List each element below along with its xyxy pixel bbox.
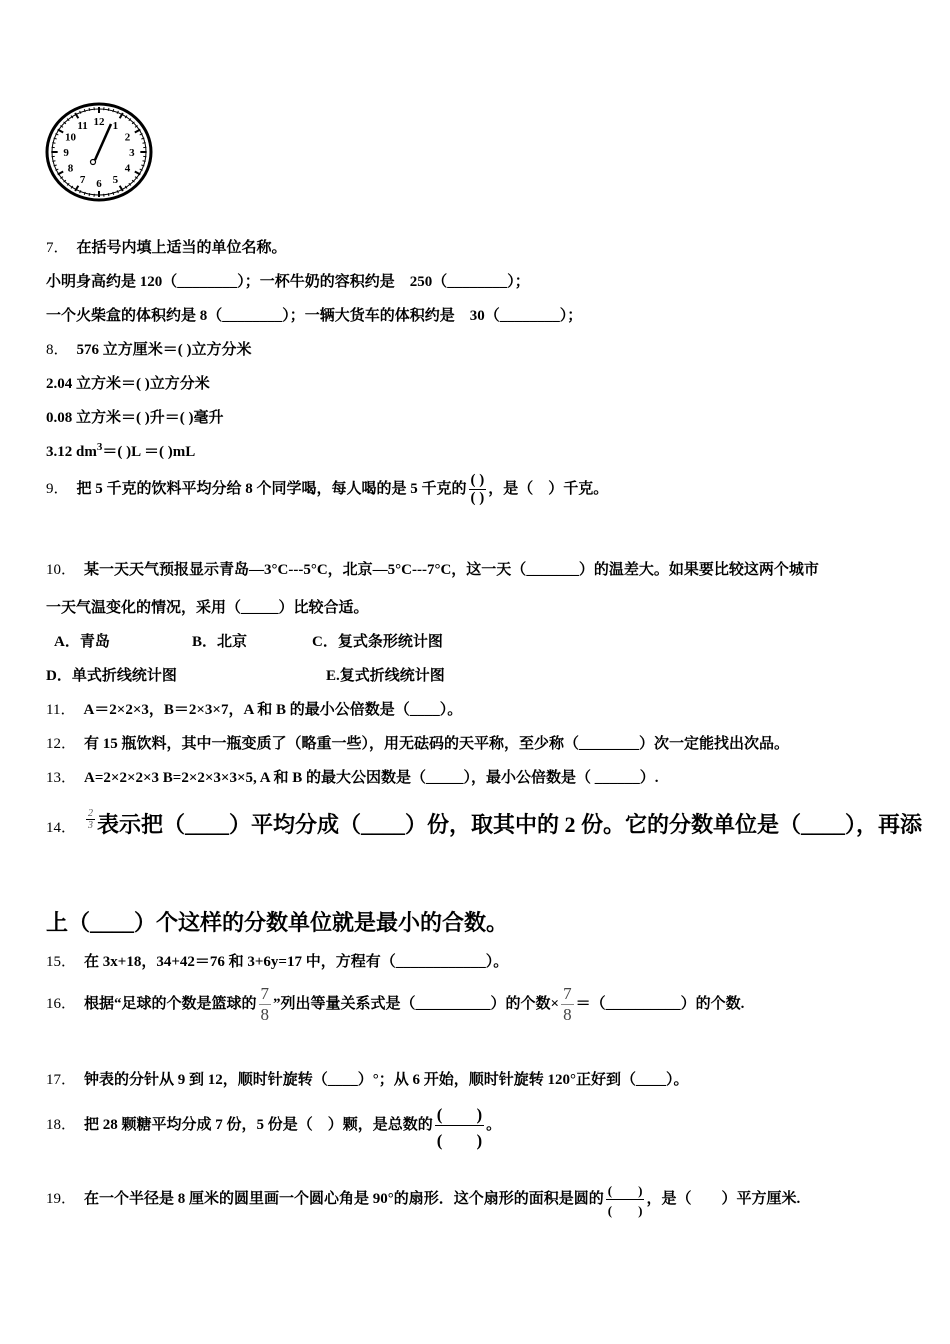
- question-number: 10．: [46, 562, 77, 578]
- question-19: 19． 在一个半径是 8 厘米的圆里画一个圆心角是 90°的扇形．这个扇形的面积是圆的 $\frac{( )}{( )}$ ，是（ ）平方厘米.: [46, 1180, 800, 1219]
- clock-number: 7: [79, 173, 86, 186]
- clock-number: 11: [77, 120, 88, 133]
- question-number: 19．: [46, 1190, 77, 1207]
- question-16: 16． 根据“足球的个数是篮球的 $\frac{7}{8}$ ”列出等量关系式是（__________）的个数× $\frac{7}{8}$ ＝（__________）的个数.: [46, 984, 745, 1024]
- fraction: $\frac{( )}{( )}$: [435, 1100, 484, 1151]
- fraction: $\frac{2}{3}$: [88, 808, 94, 831]
- clock-number: 4: [124, 162, 131, 175]
- question-number: 17．: [46, 1072, 77, 1088]
- clock-number: 8: [67, 162, 74, 175]
- question-text: 在括号内填上适当的单位名称。: [76, 240, 287, 256]
- question-number: 8．: [46, 342, 69, 358]
- question-8: [46, 338, 252, 359]
- question-number: 18．: [46, 1116, 77, 1133]
- question-number: 12．: [46, 736, 77, 752]
- question-7-line-2: 一个火柴盒的体积约是 8（________）；一辆大货车的体积约是 30（________）；: [46, 308, 583, 324]
- question-13: 13． A=2×2×2×3 B=2×2×3×3×5, A 和 B 的最大公因数是（_____），最小公倍数是（ ______）.: [46, 770, 659, 786]
- question-7: [46, 236, 287, 257]
- question-number: 15．: [46, 954, 77, 970]
- question-7-line-1: 小明身高约是 120（________）；一杯牛奶的容积约是 250（________）；: [46, 274, 530, 290]
- question-17: 17． 钟表的分针从 9 到 12，顺时针旋转（____）°；从 6 开始，顺时针旋转 120°正好到（____）。: [46, 1072, 689, 1088]
- question-text: 576 立方厘米＝( )立方分米: [76, 342, 252, 358]
- question-8-line-4: 3.12 $dm^3=$( )L ＝( )mL: [46, 441, 196, 460]
- question-18: 18． 把 28 颗糖平均分成 7 份，5 份是（ ）颗，是总数的 $\frac{( )}{( )}$ 。: [46, 1100, 501, 1151]
- fraction: $\frac{( )}{( )}$: [606, 1180, 645, 1219]
- question-9: 9． 把 5 千克的饮料平均分给 8 个同学喝，每人喝的是 5 千克的 $\frac{( )}{( )}$ ，是（ ）千克。: [46, 472, 609, 506]
- question-14: 14． $\frac{2}{3}$ 表示把（____）平均分成（____）份，取其中的 2 份。它的分数单位是（____），再添: [46, 808, 923, 837]
- clock-number: 5: [112, 173, 119, 186]
- option-c: C．复式条形统计图: [312, 634, 443, 650]
- clock-number: 12: [93, 116, 105, 128]
- clock-number: 2: [124, 131, 131, 144]
- question-15: 15． 在 3x+18，34+42＝76 和 3+6y=17 中，方程有（____________）。: [46, 954, 509, 970]
- clock-number: 9: [63, 147, 69, 159]
- fraction: $\frac{( )}{( )}$: [470, 472, 485, 506]
- fraction: $\frac{7}{8}$: [563, 984, 572, 1024]
- question-number: 7．: [46, 240, 69, 256]
- clock-number: 3: [129, 147, 135, 159]
- fraction: $\frac{7}{8}$: [260, 984, 270, 1024]
- clock-number: 6: [96, 178, 102, 190]
- option-d: D．单式折线统计图: [46, 668, 177, 684]
- option-e: E.复式折线统计图: [326, 668, 445, 684]
- question-number: 11．: [46, 702, 76, 718]
- question-number: 9．: [46, 480, 69, 497]
- question-12: 12． 有 15 瓶饮料，其中一瓶变质了（略重一些），用无砝码的天平称，至少称（________）次一定能找出次品。: [46, 736, 790, 752]
- clock-icon: [45, 102, 157, 202]
- question-number: 13．: [46, 770, 77, 786]
- question-8-line-3: 0.08 立方米＝( )升＝( )毫升: [46, 410, 224, 426]
- option-b: B．北京: [192, 634, 248, 650]
- question-11: 11． A＝2×2×3，B＝2×3×7，A 和 B 的最小公倍数是（____）。: [46, 702, 463, 718]
- question-14-line-2: 上（____）个这样的分数单位就是最小的合数。: [46, 910, 509, 935]
- question-number: 14．: [46, 820, 77, 836]
- option-a: A．青岛: [54, 634, 110, 650]
- question-number: 16．: [46, 995, 77, 1012]
- clock-minute-hand: [95, 124, 111, 160]
- question-10: 10． 某一天天气预报显示青岛—3°C---5°C，北京—5°C---7°C，这一天（_______）的温差大。如果要比较这两个城市: [46, 562, 819, 578]
- question-10-line-2: 一天气温变化的情况，采用（_____）比较合适。: [46, 600, 369, 616]
- clock-number: 10: [65, 131, 77, 144]
- question-8-line-2: 2.04 立方米＝( )立方分米: [46, 376, 210, 392]
- clock-number: 1: [112, 120, 119, 133]
